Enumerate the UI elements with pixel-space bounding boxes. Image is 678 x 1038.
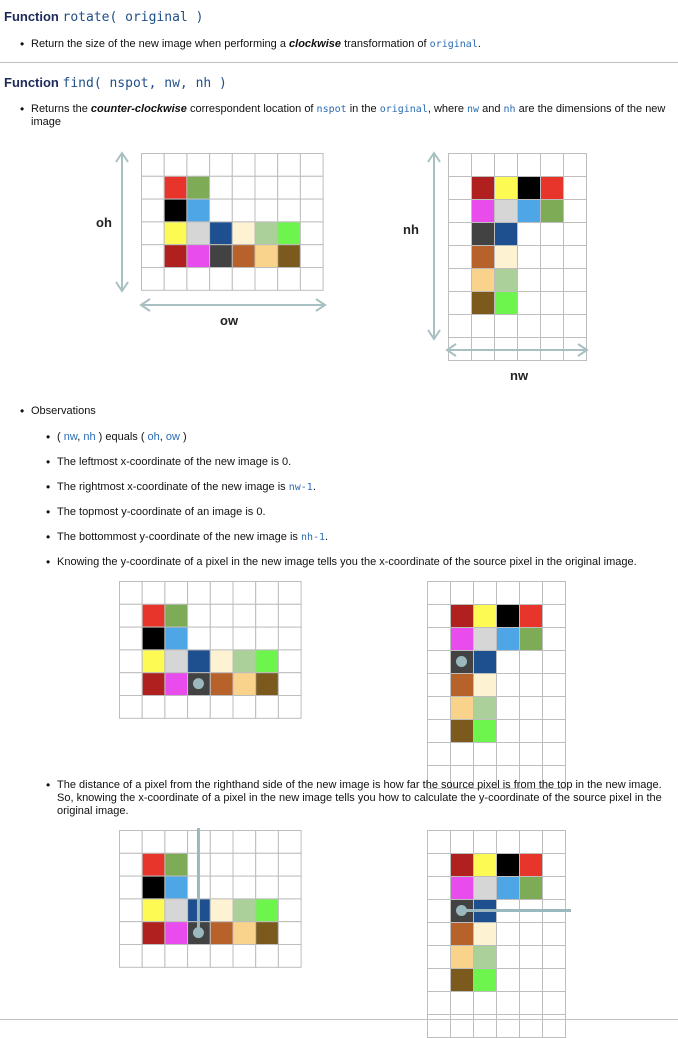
bullet-icon: • — [20, 102, 25, 116]
pixel-cell — [278, 945, 301, 968]
original-image-grid-2 — [119, 581, 302, 719]
pixel-cell — [474, 854, 497, 877]
pixel-cell — [497, 946, 520, 969]
pixel-cell — [142, 922, 165, 945]
pixel-cell — [188, 604, 211, 627]
bullet-icon: • — [46, 555, 51, 569]
pixel-cell — [474, 743, 497, 766]
pixel-cell — [520, 1015, 543, 1038]
pixel-cell — [451, 628, 474, 651]
pixel-cell — [142, 627, 165, 650]
pixel-cell — [474, 651, 497, 674]
pixel-cell — [451, 1015, 474, 1038]
pixel-cell — [543, 854, 566, 877]
pixel-cell — [142, 945, 165, 968]
pixel-cell — [428, 628, 451, 651]
pixel-cell — [210, 604, 233, 627]
pixel-cell — [543, 720, 566, 743]
pixel-cell — [474, 720, 497, 743]
pixel-cell — [428, 923, 451, 946]
text-fragment: , — [77, 431, 84, 443]
observation-item — [46, 430, 187, 444]
pixel-cell — [120, 673, 143, 696]
code-nw: nw — [63, 431, 78, 443]
pixel-cell — [543, 946, 566, 969]
text-fragment: ( — [57, 431, 64, 443]
pixel-cell — [165, 627, 188, 650]
code-oh: oh — [147, 431, 160, 443]
pixel-cell — [451, 697, 474, 720]
pixel-grid — [427, 830, 566, 1038]
observation-text: The topmost y-coordinate of an image is 0. — [57, 506, 266, 518]
pixel-cell — [474, 877, 497, 900]
pixel-cell — [497, 605, 520, 628]
pixel-cell — [451, 969, 474, 992]
function-signature: rotate( original ) — [62, 10, 204, 25]
code-nspot: nspot — [316, 104, 347, 115]
observation-item — [46, 455, 292, 469]
text-fragment: , — [159, 431, 166, 443]
bullet-icon: • — [46, 430, 51, 444]
observation-item — [46, 480, 316, 494]
pixel-cell — [120, 945, 143, 968]
pixel-cell — [497, 720, 520, 743]
pixel-cell — [210, 673, 233, 696]
highlight-dot — [193, 927, 204, 938]
pixel-cell — [451, 582, 474, 605]
text-fragment: are the dimensions of the new image — [31, 103, 666, 128]
pixel-cell — [120, 650, 143, 673]
pixel-cell — [543, 651, 566, 674]
pixel-cell — [543, 992, 566, 1015]
pixel-cell — [120, 696, 143, 719]
pixel-cell — [428, 854, 451, 877]
observations-label: Observations — [31, 405, 96, 417]
pixel-cell — [474, 582, 497, 605]
pixel-cell — [474, 969, 497, 992]
pixel-cell — [233, 853, 256, 876]
pixel-cell — [474, 605, 497, 628]
text-fragment: . — [477, 38, 481, 50]
pixel-cell — [165, 650, 188, 673]
text-fragment: . — [312, 481, 316, 493]
original-axes — [110, 148, 340, 318]
pixel-cell — [256, 945, 279, 968]
pixel-cell — [451, 923, 474, 946]
section-divider — [0, 62, 678, 63]
highlight-dot — [456, 905, 467, 916]
pixel-cell — [188, 650, 211, 673]
pixel-cell — [256, 604, 279, 627]
pixel-cell — [278, 876, 301, 899]
pixel-cell — [210, 922, 233, 945]
pixel-cell — [188, 945, 211, 968]
pixel-cell — [428, 900, 451, 923]
pixel-cell — [233, 945, 256, 968]
text-fragment: ) equals ( — [95, 431, 148, 443]
pixel-cell — [120, 876, 143, 899]
pixel-grid — [119, 581, 302, 719]
original-image-grid-3 — [119, 830, 302, 968]
pixel-cell — [543, 743, 566, 766]
pixel-cell — [120, 899, 143, 922]
pixel-cell — [233, 627, 256, 650]
pixel-cell — [543, 969, 566, 992]
code-nh: nh — [503, 104, 516, 115]
pixel-cell — [428, 605, 451, 628]
pixel-cell — [497, 831, 520, 854]
pixel-cell — [142, 696, 165, 719]
pixel-cell — [520, 992, 543, 1015]
pixel-cell — [543, 674, 566, 697]
distance-observation — [46, 778, 672, 818]
pixel-cell — [188, 696, 211, 719]
pixel-cell — [474, 674, 497, 697]
pixel-cell — [428, 651, 451, 674]
pixel-cell — [474, 992, 497, 1015]
pixel-cell — [451, 674, 474, 697]
pixel-cell — [256, 922, 279, 945]
pixel-cell — [451, 831, 474, 854]
pixel-cell — [520, 628, 543, 651]
label-nh: nh — [403, 222, 419, 237]
pixel-cell — [428, 877, 451, 900]
pixel-cell — [210, 876, 233, 899]
function-signature: find( nspot, nw, nh ) — [62, 76, 227, 91]
code-ow: ow — [165, 431, 180, 443]
pixel-cell — [210, 831, 233, 854]
pixel-cell — [497, 877, 520, 900]
pixel-cell — [428, 720, 451, 743]
bullet-icon: • — [46, 505, 51, 519]
text-fragment: and — [479, 103, 504, 115]
text-fragment: transformation of — [341, 38, 430, 50]
pixel-cell — [520, 605, 543, 628]
pixel-cell — [120, 627, 143, 650]
pixel-cell — [497, 674, 520, 697]
pixel-cell — [188, 582, 211, 605]
observation-text: The rightmost x-coordinate of the new image is — [57, 481, 289, 493]
pixel-cell — [497, 1015, 520, 1038]
pixel-cell — [256, 582, 279, 605]
pixel-grid — [427, 581, 566, 789]
pixel-cell — [451, 946, 474, 969]
pixel-cell — [543, 923, 566, 946]
find-description — [20, 102, 671, 129]
emphasis: clockwise — [289, 38, 342, 50]
pixel-cell — [278, 673, 301, 696]
text-fragment: Return the size of the new image when performing a — [31, 38, 290, 50]
pixel-cell — [233, 673, 256, 696]
pixel-cell — [278, 627, 301, 650]
highlight-dot — [193, 678, 204, 689]
pixel-cell — [497, 743, 520, 766]
observation-text: Knowing the y-coordinate of a pixel in the new image tells you the x-coordinate of the source pixel in the original image. — [57, 556, 637, 568]
pixel-cell — [165, 922, 188, 945]
observation-text: The distance of a pixel from the righthand side of the new image is how far the source pixel is from the top in the new image. So, knowing the x-coordinate of a pixel in the new image tells you how to calculate the y-coordinate of the source pixel in the original image. — [57, 779, 662, 817]
pixel-cell — [165, 604, 188, 627]
pixel-cell — [451, 992, 474, 1015]
pixel-cell — [474, 923, 497, 946]
pixel-cell — [278, 582, 301, 605]
pixel-cell — [428, 946, 451, 969]
bullet-icon: • — [46, 778, 51, 792]
pixel-cell — [233, 604, 256, 627]
pixel-cell — [278, 853, 301, 876]
pixel-cell — [520, 697, 543, 720]
observation-item — [46, 505, 266, 519]
bullet-icon: • — [46, 480, 51, 494]
label-oh: oh — [96, 215, 112, 230]
code-nw-minus-1: nw-1 — [288, 482, 313, 493]
pixel-cell — [428, 992, 451, 1015]
pixel-cell — [210, 650, 233, 673]
pixel-cell — [165, 876, 188, 899]
pixel-cell — [120, 604, 143, 627]
pixel-cell — [278, 604, 301, 627]
pixel-cell — [520, 651, 543, 674]
pixel-cell — [256, 696, 279, 719]
pixel-cell — [278, 831, 301, 854]
pixel-cell — [233, 876, 256, 899]
pixel-cell — [256, 627, 279, 650]
bottom-divider — [0, 1019, 678, 1020]
pixel-cell — [520, 674, 543, 697]
pixel-cell — [165, 831, 188, 854]
observation-item — [46, 555, 637, 569]
pixel-cell — [451, 605, 474, 628]
pixel-cell — [520, 877, 543, 900]
observation-text: The bottommost y-coordinate of the new image is — [57, 531, 301, 543]
pixel-cell — [474, 628, 497, 651]
pixel-cell — [451, 720, 474, 743]
pixel-cell — [165, 899, 188, 922]
pixel-cell — [520, 969, 543, 992]
function-keyword: Function — [4, 9, 59, 24]
pixel-cell — [543, 628, 566, 651]
pixel-cell — [428, 582, 451, 605]
pixel-cell — [497, 582, 520, 605]
pixel-cell — [497, 854, 520, 877]
function-find-heading — [4, 75, 227, 91]
pixel-cell — [142, 650, 165, 673]
pixel-cell — [520, 854, 543, 877]
pixel-cell — [497, 992, 520, 1015]
pixel-grid — [119, 830, 302, 968]
pixel-cell — [520, 831, 543, 854]
text-fragment: correspondent location of — [186, 103, 317, 115]
text-fragment: ) — [179, 431, 187, 443]
pixel-cell — [256, 650, 279, 673]
pixel-cell — [256, 831, 279, 854]
pixel-cell — [210, 696, 233, 719]
pixel-cell — [543, 1015, 566, 1038]
bullet-icon: • — [20, 404, 25, 418]
pixel-cell — [210, 627, 233, 650]
label-ow: ow — [220, 313, 239, 328]
bullet-icon: • — [46, 530, 51, 544]
pixel-cell — [210, 582, 233, 605]
pixel-cell — [474, 946, 497, 969]
bullet-icon: • — [20, 37, 25, 51]
pixel-cell — [142, 899, 165, 922]
pixel-cell — [188, 627, 211, 650]
pixel-cell — [278, 696, 301, 719]
pixel-cell — [142, 831, 165, 854]
pixel-cell — [451, 877, 474, 900]
pixel-cell — [278, 650, 301, 673]
pixel-cell — [543, 877, 566, 900]
pixel-cell — [233, 922, 256, 945]
pixel-cell — [278, 899, 301, 922]
code-original: original — [379, 104, 428, 115]
code-original: original — [429, 39, 478, 50]
pixel-cell — [428, 969, 451, 992]
pixel-cell — [120, 922, 143, 945]
pixel-cell — [142, 853, 165, 876]
pixel-cell — [278, 922, 301, 945]
pixel-cell — [543, 605, 566, 628]
highlight-dot — [456, 656, 467, 667]
pixel-cell — [497, 923, 520, 946]
code-nh-minus-1: nh-1 — [300, 532, 326, 543]
function-keyword: Function — [4, 75, 59, 90]
pixel-cell — [428, 1015, 451, 1038]
pixel-cell — [165, 696, 188, 719]
pixel-cell — [233, 899, 256, 922]
pixel-cell — [428, 674, 451, 697]
label-nw: nw — [510, 368, 529, 383]
pixel-cell — [520, 946, 543, 969]
pixel-cell — [520, 720, 543, 743]
pixel-cell — [210, 899, 233, 922]
rotated-image-grid-2 — [427, 581, 566, 789]
pixel-cell — [428, 743, 451, 766]
pixel-cell — [520, 743, 543, 766]
pixel-cell — [543, 831, 566, 854]
function-rotate-heading — [4, 9, 203, 25]
pixel-cell — [451, 743, 474, 766]
pixel-cell — [428, 697, 451, 720]
pixel-cell — [165, 853, 188, 876]
pixel-cell — [165, 945, 188, 968]
pixel-cell — [497, 969, 520, 992]
pixel-cell — [497, 628, 520, 651]
pixel-cell — [120, 582, 143, 605]
code-nh: nh — [83, 431, 96, 443]
pixel-cell — [543, 697, 566, 720]
pixel-cell — [474, 1015, 497, 1038]
text-fragment: in the — [346, 103, 380, 115]
rotated-image-grid-3 — [427, 830, 566, 1038]
pixel-cell — [474, 697, 497, 720]
rotated-axes — [420, 148, 595, 363]
pixel-cell — [210, 945, 233, 968]
pixel-cell — [165, 673, 188, 696]
pixel-cell — [210, 853, 233, 876]
code-nw: nw — [467, 104, 480, 115]
rotate-description — [20, 37, 481, 51]
pixel-cell — [497, 697, 520, 720]
pixel-cell — [233, 650, 256, 673]
pixel-cell — [142, 876, 165, 899]
observation-item — [46, 530, 329, 544]
emphasis: counter-clockwise — [90, 103, 187, 115]
pixel-cell — [120, 831, 143, 854]
observations-title — [20, 404, 96, 418]
pixel-cell — [233, 696, 256, 719]
observation-text: The leftmost x-coordinate of the new image is 0. — [57, 456, 292, 468]
pixel-cell — [165, 582, 188, 605]
pixel-cell — [543, 582, 566, 605]
pixel-cell — [256, 899, 279, 922]
pixel-cell — [256, 876, 279, 899]
pixel-cell — [474, 831, 497, 854]
pixel-cell — [497, 651, 520, 674]
pixel-cell — [233, 582, 256, 605]
pixel-cell — [120, 853, 143, 876]
text-fragment: , where — [427, 103, 467, 115]
pixel-cell — [451, 854, 474, 877]
pixel-cell — [142, 604, 165, 627]
pixel-cell — [428, 831, 451, 854]
pixel-cell — [256, 853, 279, 876]
text-fragment: . — [325, 531, 329, 543]
pixel-cell — [142, 673, 165, 696]
bullet-icon: • — [46, 455, 51, 469]
pixel-cell — [520, 582, 543, 605]
pixel-cell — [142, 582, 165, 605]
text-fragment: Returns the — [31, 103, 91, 115]
pixel-cell — [256, 673, 279, 696]
pixel-cell — [520, 923, 543, 946]
pixel-cell — [233, 831, 256, 854]
